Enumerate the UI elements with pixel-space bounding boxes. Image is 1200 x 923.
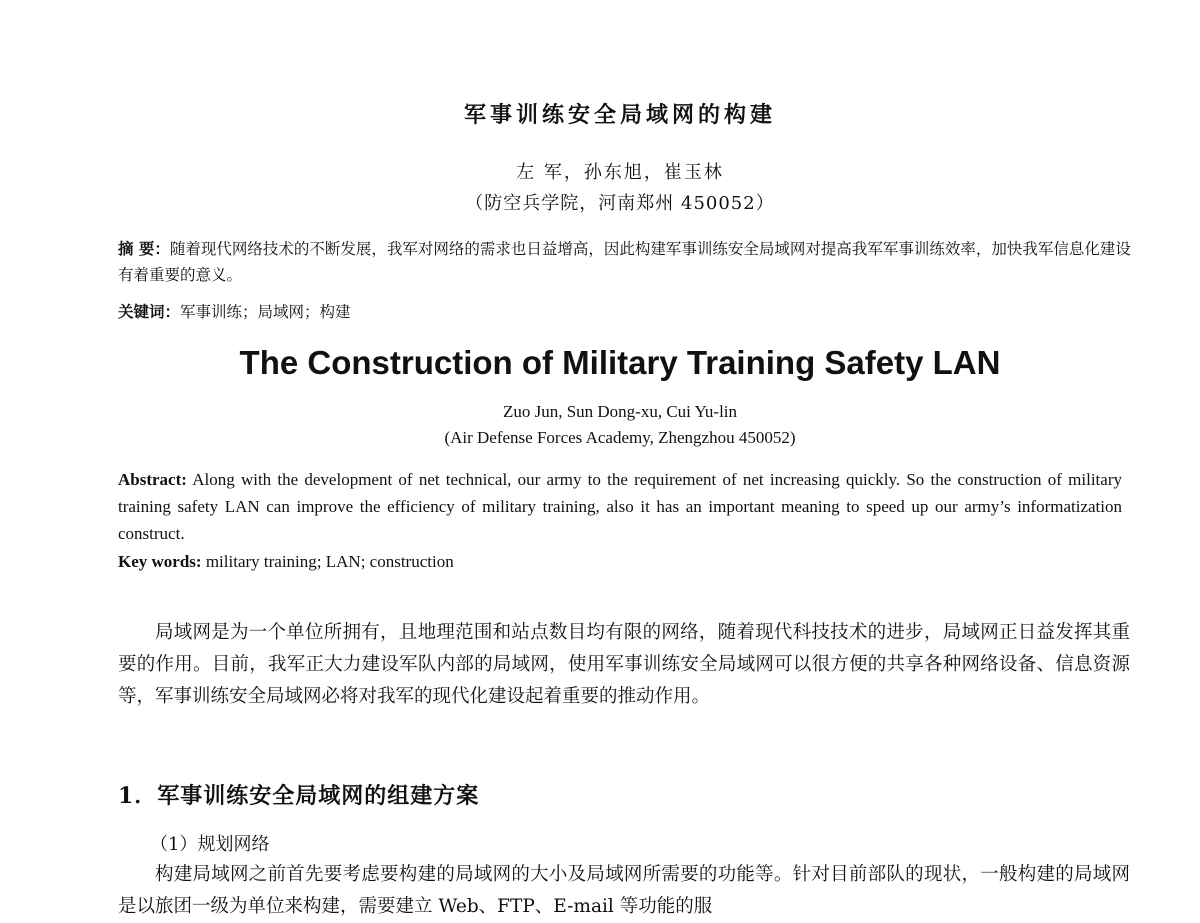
en-affiliation: (Air Defense Forces Academy, Zhengzhou 450052) [444, 428, 796, 447]
subsection-heading-1: （1）规划网络 [150, 834, 270, 855]
body-paragraph-2: 构建局域网之前首先要考虑要构建的局域网的大小及局域网所需要的功能等。针对目前部队的现状，一般构建的局域网是以旅团一级为单位来构建，需要建立 Web、FTP、E-mail 等功能的服 [118, 864, 1130, 917]
cn-abstract-label: 摘 要： [118, 239, 170, 258]
cn-keywords [118, 300, 1132, 322]
cn-affiliation: （防空兵学院，河南郑州 450052） [465, 193, 775, 214]
en-abstract-label: Abstract: [118, 470, 187, 489]
en-abstract [118, 466, 1122, 547]
cn-authors: 左 军，孙东旭，崔玉林 [516, 162, 724, 183]
cn-abstract-text: 随着现代网络技术的不断发展，我军对网络的需求也日益增高，因此构建军事训练安全局域网对提高我军军事训练效率，加快我军信息化建设有着重要的意义。 [118, 240, 1131, 284]
cn-title: 军事训练安全局域网的构建 [463, 102, 776, 128]
en-title: The Construction of Military Training Safety LAN [239, 344, 1001, 381]
cn-keywords-text: 军事训练；局域网；构建 [180, 303, 351, 321]
en-keywords-text: military training; LAN; construction [201, 552, 454, 571]
body-paragraph-1: 局域网是为一个单位所拥有，且地理范围和站点数目均有限的网络，随着现代科技技术的进步，局域网正日益发挥其重要的作用。目前，我军正大力建设军队内部的局域网，使用军事训练安全局域网可以很方便的共享各种网络设备、信息资源等，军事训练安全局域网必将对我军的现代化建设起着重要的推动作用。 [118, 622, 1130, 707]
en-keywords [118, 548, 1122, 575]
en-authors: Zuo Jun, Sun Dong-xu, Cui Yu-lin [502, 402, 738, 421]
en-abstract-text: Along with the development of net technical, our army to the requirement of net increasing quickly. So the construction of military training safety LAN can improve the efficiency of military training, also it has an important meaning to speed up our army’s informatization construct. [118, 470, 1122, 543]
section-heading-1: 1．军事训练安全局域网的组建方案 [118, 783, 480, 809]
en-keywords-label: Key words: [118, 552, 202, 571]
cn-keywords-label: 关键词： [118, 302, 181, 321]
cn-abstract [118, 236, 1132, 288]
